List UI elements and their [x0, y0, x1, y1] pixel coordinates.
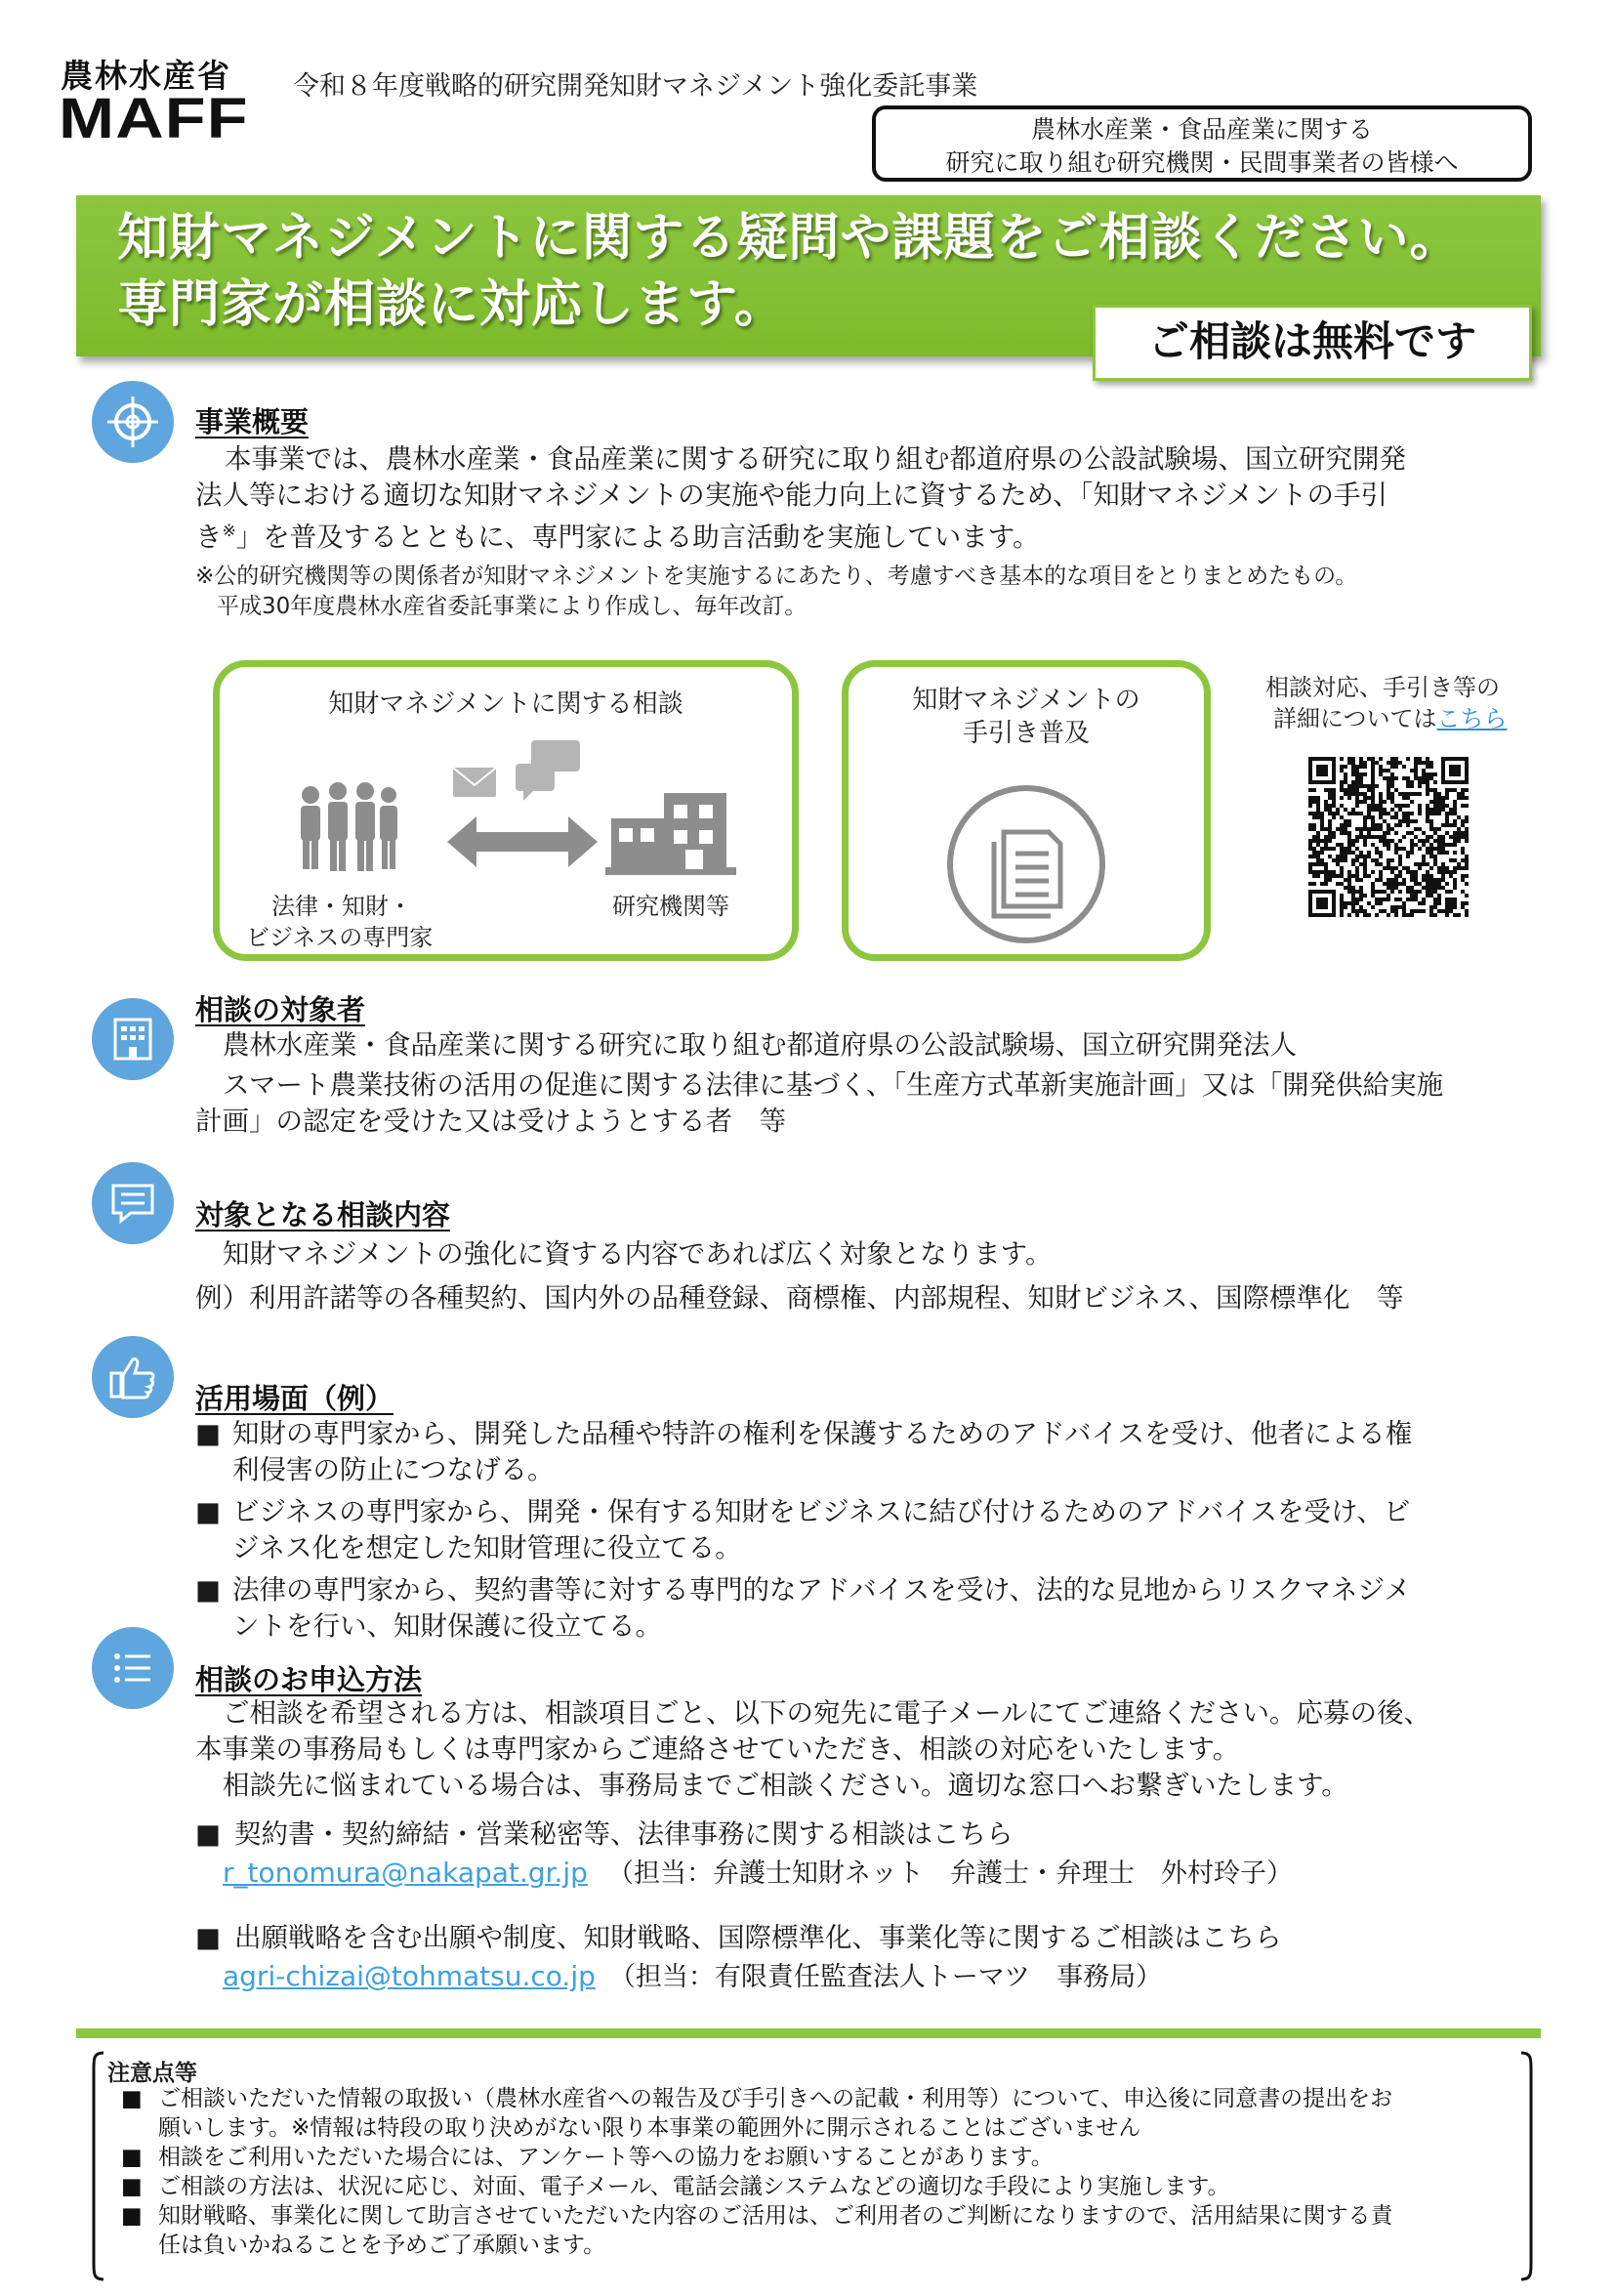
bullet: ■ — [195, 1818, 221, 1850]
usage-item-1-line-2: 利侵害の防止につなげる。 — [232, 1454, 555, 1485]
overview-body — [195, 441, 1553, 556]
note-1-line-1: ご相談いただいた情報の取扱い（農林水産省への報告及び手引きへの記載・利用等）について、申込後に同意書の提出をお — [158, 2086, 1393, 2111]
audience-box — [872, 105, 1532, 182]
usage-item-3-line-2: ントを行い、知財保護に役立てる。 — [232, 1610, 662, 1642]
usage-item — [195, 1494, 1562, 1566]
contact-2-person: （担当：有限責任監査法人トーマツ 事務局） — [608, 1962, 1163, 1992]
usage-list — [195, 1416, 1562, 1645]
contact-2-heading-text: 出願戦略を含む出願や制度、知財戦略、国際標準化、事業化等に関するご相談はこちら — [234, 1922, 1282, 1953]
section-title-overview: 事業概要 — [195, 405, 310, 438]
free-consultation-badge: ご相談は無料です — [1093, 305, 1532, 381]
usage-item-3-line-1: 法律の専門家から、契約書等に対する専門的なアドバイスを受け、法的な見地からリスクマネジメ — [232, 1574, 1411, 1606]
section-title-content: 対象となる相談内容 — [195, 1198, 451, 1231]
contact-1-heading-text: 契約書・契約締結・営業秘密等、法律事務に関する相談はこちら — [234, 1818, 1014, 1850]
contact-1-email-link[interactable]: r_tonomura@nakapat.gr.jp — [223, 1857, 588, 1889]
contact-1 — [223, 1852, 1293, 1890]
content-body — [195, 1236, 1562, 1316]
target-line-3: 計画」の認定を受けた又は受けようとする者 等 — [195, 1106, 786, 1137]
usage-item — [195, 1572, 1562, 1645]
research-institution-icon — [605, 789, 736, 877]
usage-item-2-line-2: ジネス化を想定した知財管理に役立てる。 — [232, 1532, 742, 1564]
qr-caption-text: 詳細については — [1273, 705, 1437, 732]
contact-2-heading — [195, 1920, 1282, 1956]
headline-line-1: 知財マネジメントに関する疑問や課題をご相談ください。 — [117, 209, 1462, 268]
maff-logo-japanese: 農林水産省 — [61, 57, 231, 95]
bullet: ■ — [121, 2174, 143, 2199]
apply-line-3: 相談先に悩まれている場合は、事務局までご相談ください。適切な窓口へお繋ぎいたします。 — [223, 1770, 1348, 1801]
note-item — [121, 2172, 1527, 2201]
institutions-label: 研究機関等 — [612, 893, 729, 920]
apply-line-1: ご相談を希望される方は、相談項目ごと、以下の宛先に電子メールにてご連絡ください。応募の後、 — [223, 1697, 1430, 1729]
bullet: ■ — [195, 1922, 221, 1953]
experts-people-icon — [293, 781, 400, 879]
note-item — [121, 2201, 1527, 2260]
thumbs-up-icon — [92, 1336, 174, 1418]
audience-line-1: 農林水産業・食品産業に関する — [1030, 115, 1373, 144]
contact-1-person: （担当：弁護士知財ネット 弁護士・弁理士 外村玲子） — [606, 1858, 1293, 1889]
list-icon — [92, 1627, 174, 1709]
usage-item-1-line-1: 知財の専門家から、開発した品種や特許の権利を保護するためのアドバイスを受け、他者による権 — [232, 1418, 1413, 1449]
building-icon — [92, 998, 174, 1080]
document-icon — [943, 781, 1109, 947]
bullet: ■ — [121, 2145, 143, 2170]
details-link[interactable]: こちら — [1436, 705, 1508, 732]
bullet: ■ — [195, 1496, 221, 1527]
section-title-apply: 相談のお申込方法 — [195, 1663, 423, 1696]
consultation-box-title: 知財マネジメントに関する相談 — [328, 689, 683, 719]
overview-line-1: 本事業では、農林水産業・食品産業に関する研究に取り組む都道府県の公設試験場、国立研究開発 — [225, 443, 1406, 475]
notes-list — [121, 2084, 1527, 2260]
apply-body — [195, 1695, 1562, 1804]
note-1-line-2: 願いします。※情報は特段の取り決めがない限り本事業の範囲外に開示されることはございません — [158, 2115, 1141, 2141]
apply-line-2: 本事業の事務局もしくは専門家からご連絡させていただき、相談の対応をいたします。 — [195, 1733, 1240, 1765]
note-4-line-1: 知財戦略、事業化に関して助言させていただいた内容のご活用は、ご利用者のご判断になりますので、活用結果に関する責 — [158, 2203, 1393, 2229]
contact-2 — [223, 1955, 1162, 1993]
content-line-2: 例）利用許諾等の各種契約、国内外の品種登録、商標権、内部規程、知財ビジネス、国際標準化 等 — [195, 1282, 1404, 1314]
section-title-target: 相談の対象者 — [195, 993, 366, 1026]
usage-item — [195, 1416, 1562, 1488]
bullet: ■ — [195, 1574, 221, 1606]
overview-line-3a: き — [195, 522, 223, 554]
qr-code-icon[interactable] — [1308, 757, 1469, 917]
contact-2-email-link[interactable]: agri-chizai@tohmatsu.co.jp — [223, 1960, 596, 1992]
communication-icon — [441, 734, 617, 881]
overview-footnote-mark: ※ — [222, 522, 236, 541]
target-body — [195, 1027, 1562, 1140]
note-item — [121, 2143, 1527, 2172]
guide-title-line-1: 知財マネジメントの — [912, 686, 1140, 715]
target-line-2: スマート農業技術の活用の促進に関する法律に基づく、「生産方式革新実施計画」又は「開発供給実施 — [223, 1069, 1444, 1101]
bullet: ■ — [195, 1418, 221, 1449]
chat-icon — [92, 1162, 174, 1244]
experts-label-line-2: ビジネスの専門家 — [246, 924, 434, 951]
bullet: ■ — [121, 2086, 143, 2111]
qr-caption-line-2 — [1273, 699, 1508, 733]
audience-line-2: 研究に取り組む研究機関・民間事業者の皆様へ — [945, 148, 1459, 177]
overview-line-3b: 」を普及するとともに、専門家による助言活動を実施しています。 — [235, 522, 1040, 554]
maff-logo: MAFF — [59, 87, 249, 150]
target-icon — [92, 381, 174, 463]
note-3-line-1: ご相談の方法は、状況に応じ、対面、電子メール、電話会議システムなどの適切な手段により実施します。 — [158, 2174, 1230, 2199]
experts-label-line-1: 法律・知財・ — [271, 893, 412, 920]
overview-line-3 — [195, 514, 1553, 556]
overview-note-1: ※公的研究機関等の関係者が知財マネジメントを実施するにあたり、考慮すべき基本的な項目をとりまとめたもの。 — [195, 564, 1358, 589]
notes-title: 注意点等 — [107, 2061, 197, 2086]
usage-item-2-line-1: ビジネスの専門家から、開発・保有する知財をビジネスに結び付けるためのアドバイスを受け、ビ — [232, 1496, 1411, 1527]
target-line-1: 農林水産業・食品産業に関する研究に取り組む都道府県の公設試験場、国立研究開発法人 — [223, 1029, 1297, 1061]
section-title-usage: 活用場面（例） — [195, 1382, 394, 1415]
footer-divider — [76, 2028, 1541, 2038]
content-line-1: 知財マネジメントの強化に資する内容であれば広く対象となります。 — [223, 1238, 1053, 1270]
bullet: ■ — [121, 2203, 143, 2229]
guide-title-line-2: 手引き普及 — [962, 719, 1090, 748]
headline-line-2: 専門家が相談に対応します。 — [117, 275, 786, 334]
note-2-line-1: 相談をご利用いただいた場合には、アンケート等への協力をお願いすることがあります。 — [158, 2145, 1054, 2170]
overview-note-2: 平成30年度農林水産省委託事業により作成し、毎年改訂。 — [217, 594, 808, 619]
program-name: 令和８年度戦略的研究開発知財マネジメント強化委託事業 — [293, 71, 978, 102]
contact-1-heading — [195, 1816, 1014, 1853]
overview-line-2: 法人等における適切な知財マネジメントの実施や能力向上に資するため、「知財マネジメントの手引 — [195, 480, 1387, 511]
note-item — [121, 2084, 1527, 2143]
guide-box-title — [842, 684, 1211, 750]
qr-caption-line-1: 相談対応、手引き等の — [1265, 674, 1500, 701]
note-4-line-2: 任は負いかねることを予めご了承願います。 — [158, 2233, 606, 2258]
